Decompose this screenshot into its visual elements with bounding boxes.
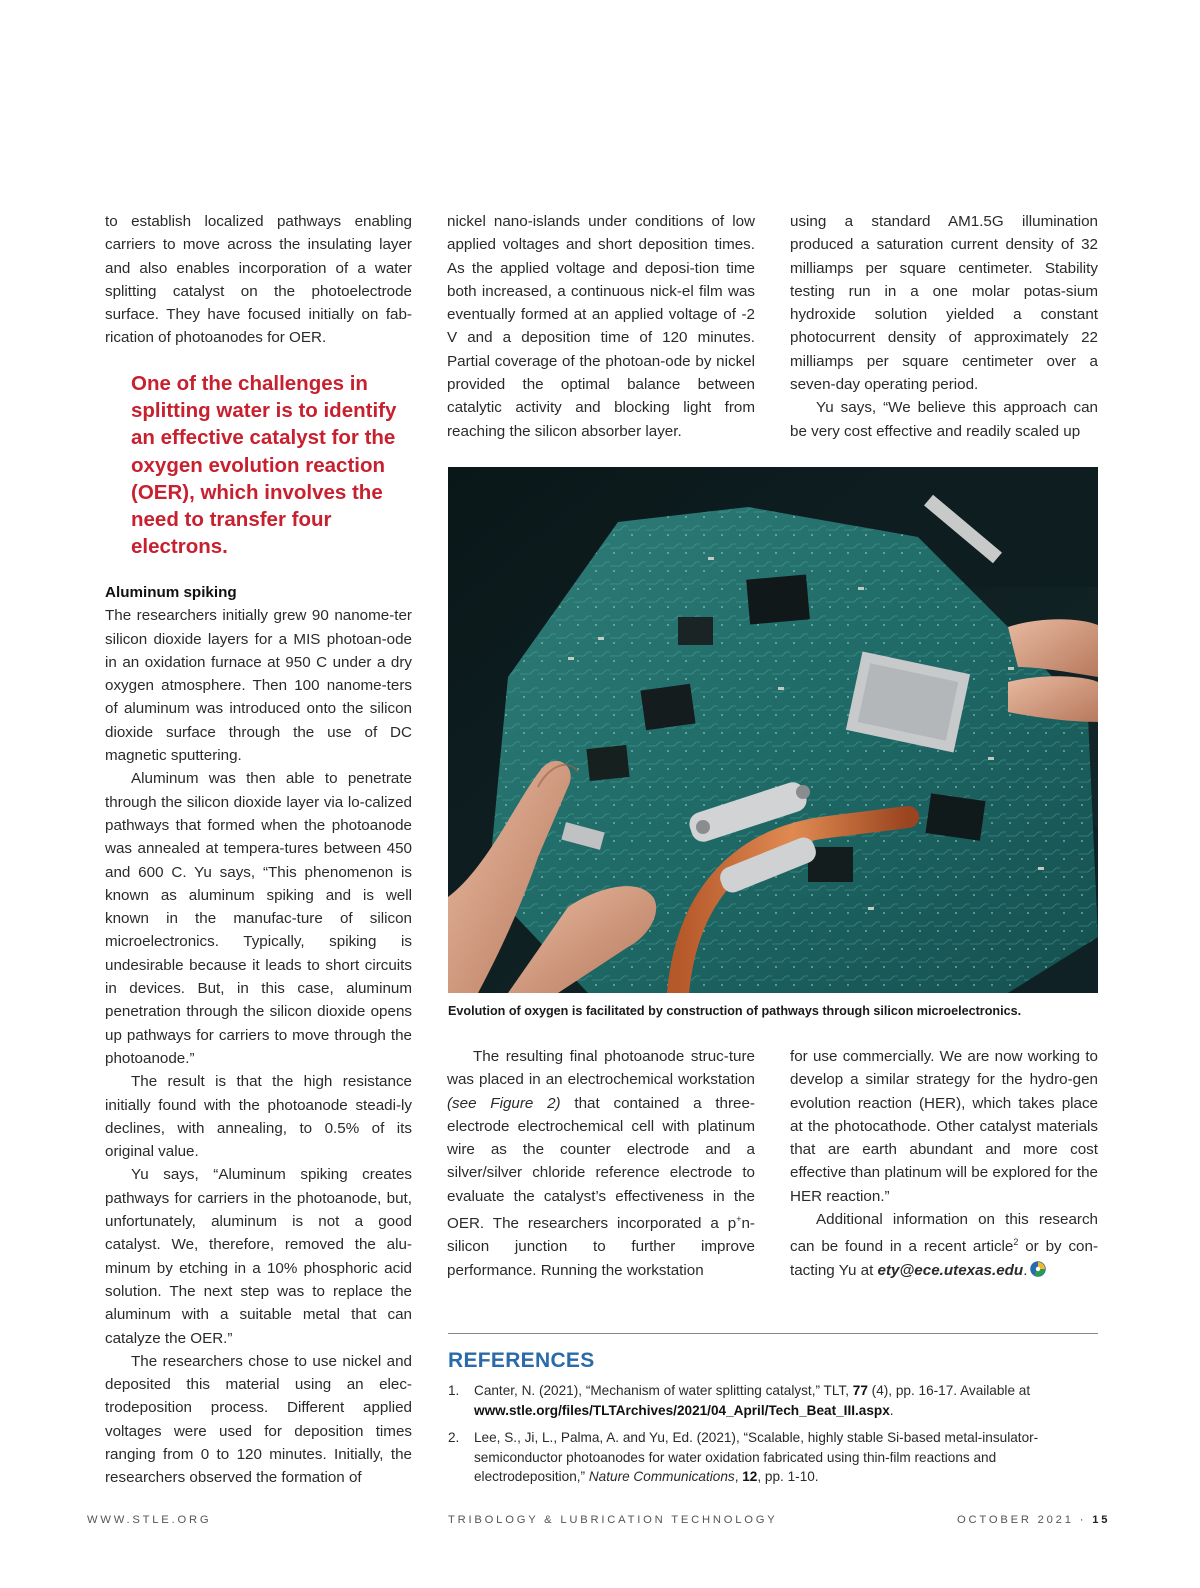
- reference-text: ,: [734, 1469, 743, 1485]
- superscript: 2: [1013, 1237, 1019, 1248]
- body-paragraph: [447, 1045, 755, 1282]
- body-text: .: [1023, 1261, 1028, 1279]
- reference-text: Canter, N. (2021), “Mechanism of water splitting catalyst,” TLT,: [474, 1383, 853, 1398]
- footer-date-page: [957, 1514, 1110, 1526]
- email-link[interactable]: ety@ece.utexas.edu: [877, 1261, 1024, 1279]
- column-1-main: [105, 581, 412, 1490]
- footer-month: OCTOBER 2021: [957, 1514, 1074, 1526]
- figure-reference: (see Figure 2): [447, 1094, 561, 1112]
- body-text: or by con-tacting Yu at: [790, 1238, 1098, 1279]
- column-2-top: [447, 210, 755, 443]
- references-divider: [448, 1333, 1098, 1334]
- body-paragraph: nickel nano-islands under conditions of low applied voltages and short deposition times. As the applied voltage and deposi-tion time both increased, a continuous nick-el film was eventually formed at an applied voltage of -2 V and a deposition time of 120 minutes. Partial coverage of the photoan-ode by nickel provided the optimal balance between catalytic activity and blocking light from reaching the silicon absorber layer.: [447, 213, 755, 440]
- reference-number: 1.: [448, 1383, 460, 1398]
- body-paragraph: using a standard AM1.5G illumination produced a saturation current density of 32 milliamps per square centimeter. Stability testing run in a one molar potas-sium hydroxide solution yielded a constant photocurrent density of approximately 22 milliamps per square centimeter over a seven-day operating period.: [790, 213, 1098, 394]
- reference-text: .: [889, 1402, 894, 1418]
- stle-end-mark-icon: [1030, 1261, 1046, 1277]
- body-paragraph: The researchers initially grew 90 nanome-ter silicon dioxide layers for a MIS photoan-ode in an oxidation furnace at 950 C under a dry oxygen atmosphere. Then 100 nanome-ters of aluminum was introduced onto the silicon dioxide surface through the use of DC magnetic sputtering.: [105, 607, 412, 765]
- body-paragraph: The result is that the high resistance initially found with the photoanode steadi-ly declines, with annealing, to 0.5% of its original value.: [105, 1073, 412, 1161]
- reference-text: (4), pp. 16-17. Available at: [867, 1383, 1031, 1398]
- body-paragraph: Aluminum was then able to penetrate through the silicon dioxide layer via lo-calized pathways that formed when the photoanode was annealed at tempera-tures between 450 and 600 C. Yu says, “This phenomenon is known as aluminum spiking and is well known in the manufac-ture of silicon microelectronics. Typically, spiking is undesirable because it leads to short circuits in devices. But, in this case, aluminum penetration through the silicon dioxide opens up pathways for carriers to move through the photoanode.”: [105, 770, 412, 1067]
- section-subhead: Aluminum spiking: [105, 584, 237, 601]
- body-paragraph: Yu says, “Aluminum spiking creates pathways for carriers in the photoanode, but, unfortunately, aluminum is not a good catalyst. We, therefore, removed the alu-minum by etching in a 10% phosphoric acid solution. The next step was to replace the aluminum with a suitable metal that can catalyze the OER.”: [105, 1166, 412, 1347]
- reference-item: [448, 1381, 1098, 1420]
- body-paragraph: The researchers chose to use nickel and deposited this material using an elec-trodeposition process. Different applied voltages were used for deposition times ranging from 0 to 120 minutes. Initially, the researchers observed the formation of: [105, 1352, 412, 1487]
- reference-text: Lee, S., Ji, L., Palma, A. and Yu, Ed. (2021), “Scalable, highly stable Si-based metal-insulator-semiconductor photoanodes for water oxidation fabricated using thin-film reactions and electrodeposition,”: [474, 1430, 1039, 1485]
- reference-text: , pp. 1-10.: [757, 1469, 819, 1485]
- body-paragraph: for use commercially. We are now working to develop a similar strategy for the hydro-gen evolution reaction (HER), which takes place at the photocathode. Other catalyst materials that are earth abundant and more cost effective than platinum will be explored for the HER reaction.”: [790, 1048, 1098, 1205]
- reference-journal: Nature Communications: [588, 1469, 735, 1485]
- footer-separator: ·: [1079, 1514, 1087, 1526]
- references-list: [448, 1381, 1098, 1495]
- body-text: n-silicon junction to further improve performance. Running the workstation: [447, 1215, 755, 1279]
- body-text: Additional information on this research can be found in a recent article: [790, 1211, 1098, 1256]
- column-3-bottom: [790, 1045, 1098, 1282]
- body-paragraph: Yu says, “We believe this approach can be very cost effective and readily scaled up: [790, 399, 1098, 440]
- pull-quote: One of the challenges in splitting water is to identify an effective catalyst for the oxygen evolution reaction (OER), which involves the need to transfer four electrons.: [131, 372, 397, 559]
- reference-number: 2.: [448, 1430, 460, 1446]
- column-3-top: [790, 210, 1098, 443]
- column-1-top: [105, 210, 412, 350]
- circuit-board-photo: [448, 467, 1098, 993]
- page-number: 15: [1092, 1514, 1111, 1526]
- photo-caption: Evolution of oxygen is facilitated by construction of pathways through silicon microelectronics.: [448, 1004, 1022, 1018]
- body-paragraph: [790, 1208, 1098, 1282]
- reference-volume: 77: [852, 1383, 868, 1398]
- reference-volume: 12: [742, 1469, 758, 1485]
- column-2-bottom: [447, 1045, 755, 1282]
- body-text: The resulting final photoanode struc-ture was placed in an electrochemical workstation: [447, 1048, 755, 1089]
- references-heading: REFERENCES: [448, 1349, 595, 1372]
- superscript: +: [736, 1214, 742, 1225]
- body-text: that contained a three-electrode electrochemical cell with platinum wire as the counter electrode and a silver/silver chloride reference electrode to evaluate the catalyst’s effectiveness in the OER. The researchers incorporated a p: [447, 1094, 755, 1233]
- reference-item: [448, 1428, 1098, 1487]
- circuit-board-illustration: [448, 467, 1098, 993]
- footer-website: WWW.STLE.ORG: [87, 1514, 212, 1526]
- body-paragraph: to establish localized pathways enabling carriers to move across the insulating layer and also enables incorporation of a water splitting catalyst on the photoelectrode surface. They have focused initially on fab-rication of photoanodes for OER.: [105, 213, 412, 347]
- reference-url[interactable]: www.stle.org/files/TLTArchives/2021/04_April/Tech_Beat_III.aspx: [474, 1402, 890, 1418]
- footer-publication: TRIBOLOGY & LUBRICATION TECHNOLOGY: [448, 1514, 778, 1526]
